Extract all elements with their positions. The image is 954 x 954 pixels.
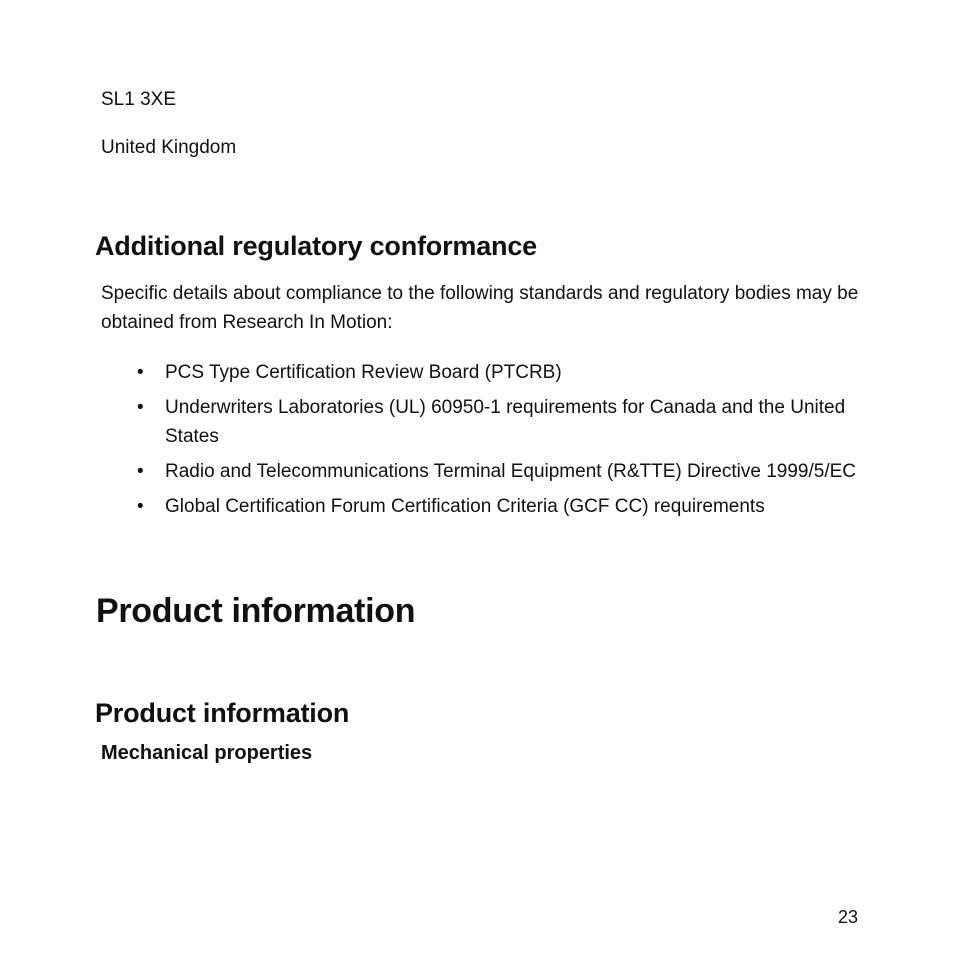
list-item (137, 393, 857, 451)
subsection-heading-mechanical: Mechanical properties (101, 742, 313, 764)
list-item-text: Global Certification Forum Certification Criteria (GCF CC) requirements (165, 496, 765, 517)
address-country: United Kingdom (101, 137, 237, 158)
list-item (137, 492, 857, 521)
chapter-title: Product information (96, 592, 416, 630)
bullet-icon: • (137, 397, 144, 418)
page-number: 23 (837, 907, 858, 927)
section-heading-product: Product information (95, 698, 350, 728)
list-item-text: Underwriters Laboratories (UL) 60950-1 requirements for Canada and the United States (165, 397, 846, 447)
bullet-icon: • (137, 461, 144, 482)
list-item (137, 457, 857, 486)
bullet-icon: • (137, 362, 144, 383)
section-heading-regulatory: Additional regulatory conformance (95, 231, 537, 261)
list-item (137, 358, 857, 387)
regulatory-bullet-list (137, 358, 857, 527)
regulatory-intro-paragraph: Specific details about compliance to the following standards and regulatory bodies may be obtained from Research In Motion: (101, 283, 859, 333)
address-postcode: SL1 3XE (101, 89, 176, 110)
list-item-text: PCS Type Certification Review Board (PTCRB) (165, 362, 562, 383)
list-item-text: Radio and Telecommunications Terminal Equipment (R&TTE) Directive 1999/5/EC (165, 461, 856, 482)
bullet-icon: • (137, 496, 144, 517)
